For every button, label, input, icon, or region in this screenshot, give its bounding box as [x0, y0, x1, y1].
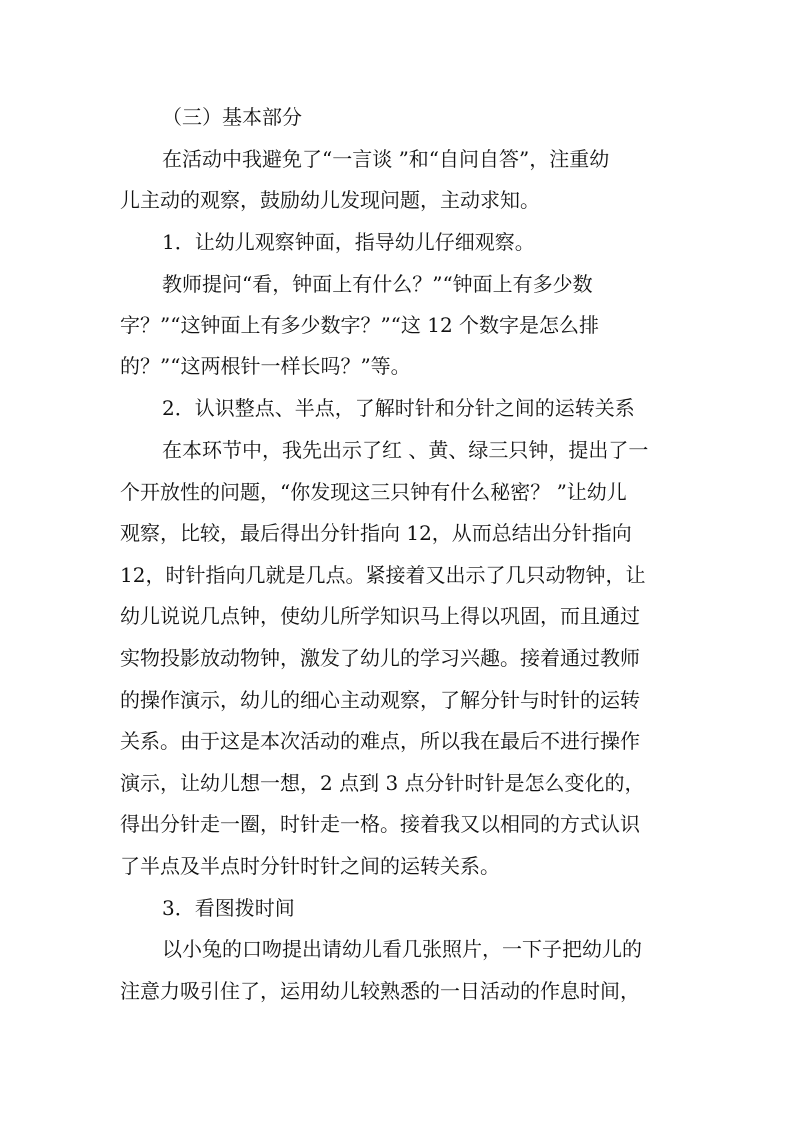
paragraph-line: 得出分针走一圈，时针走一格。接着我又以相同的方式认识: [120, 812, 640, 836]
paragraph-line: 演示，让幼儿想一想，2 点到 3 点分针时针是怎么变化的，: [120, 771, 645, 795]
paragraph-line: 在活动中我避免了“一言谈 ”和“自问自答”，注重幼: [162, 147, 610, 171]
paragraph-line: 字？”“这钟面上有多少数字？”“这 12 个数字是怎么排: [120, 313, 600, 337]
paragraph-line: 了半点及半点时分针时针之间的运转关系。: [120, 854, 500, 878]
paragraph-line: 观察，比较，最后得出分针指向 12，从而总结出分针指向: [120, 521, 632, 545]
paragraph-line: 幼儿说说几点钟，使幼儿所学知识马上得以巩固，而且通过: [120, 604, 640, 628]
paragraph-line: 实物投影放动物钟，激发了幼儿的学习兴趣。接着通过教师: [120, 646, 640, 670]
paragraph-line: 以小兔的口吻提出请幼儿看几张照片，一下子把幼儿的: [162, 937, 642, 961]
paragraph-line: 个开放性的问题，“你发现这三只钟有什么秘密？ ”让幼儿: [120, 480, 627, 504]
list-item-heading: 3．看图拨时间: [162, 896, 295, 920]
paragraph-line: 12，时针指向几就是几点。紧接着又出示了几只动物钟，让: [120, 563, 646, 587]
paragraph-line: 的？”“这两根针一样长吗？”等。: [120, 354, 411, 378]
list-item-heading: 1．让幼儿观察钟面，指导幼儿仔细观察。: [162, 230, 535, 254]
paragraph-line: 在本环节中，我先出示了红 、黄、绿三只钟，提出了一: [162, 438, 649, 462]
paragraph-line: 的操作演示，幼儿的细心主动观察，了解分针与时针的运转: [120, 688, 640, 712]
paragraph-line: 关系。由于这是本次活动的难点，所以我在最后不进行操作: [120, 729, 640, 753]
list-item-heading: 2．认识整点、半点，了解时针和分针之间的运转关系: [162, 396, 635, 420]
paragraph-line: 儿主动的观察，鼓励幼儿发现问题，主动求知。: [120, 188, 540, 212]
paragraph-line: 注意力吸引住了，运用幼儿较熟悉的一日活动的作息时间，: [120, 979, 640, 1003]
paragraph-line: 教师提问“看，钟面上有什么？”“钟面上有多少数: [162, 272, 593, 296]
section-heading: （三）基本部分: [162, 105, 302, 129]
